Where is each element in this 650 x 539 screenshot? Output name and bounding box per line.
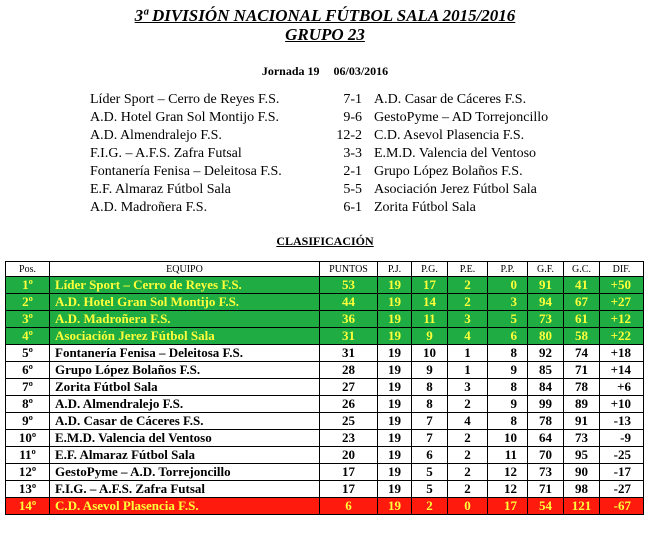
standing-lost: 8: [488, 345, 528, 362]
standing-goals-for: 73: [528, 311, 564, 328]
standings-row: [6, 379, 644, 396]
result-score: 7-1: [343, 92, 362, 107]
standing-drawn: 3: [448, 311, 488, 328]
standing-goals-against: 78: [564, 379, 600, 396]
standing-points: 20: [320, 447, 378, 464]
standings-row: [6, 277, 644, 294]
standing-won: 2: [412, 498, 448, 515]
standing-points: 53: [320, 277, 378, 294]
standing-played: 19: [378, 413, 412, 430]
result-away-team: C.D. Asevol Plasencia F.S.: [374, 128, 525, 143]
standings-row: [6, 362, 644, 379]
standing-won: 9: [412, 362, 448, 379]
standing-points: 17: [320, 464, 378, 481]
standing-lost: 6: [488, 328, 528, 345]
standing-team: Fontanería Fenisa – Deleitosa F.S.: [50, 345, 320, 362]
matchday-heading: [0, 64, 650, 79]
standing-drawn: 2: [448, 396, 488, 413]
standing-played: 19: [378, 498, 412, 515]
standing-drawn: 1: [448, 345, 488, 362]
header-played: P.J.: [378, 262, 412, 277]
standing-team: A.D. Almendralejo F.S.: [50, 396, 320, 413]
standing-goal-diff: -9: [600, 430, 644, 447]
result-home-team: A.D. Almendralejo F.S.: [90, 128, 222, 143]
result-score: 3-3: [343, 146, 362, 161]
standing-won: 10: [412, 345, 448, 362]
standing-goals-for: 64: [528, 430, 564, 447]
standings-row: [6, 481, 644, 498]
standing-played: 19: [378, 464, 412, 481]
standing-points: 36: [320, 311, 378, 328]
group-title: GRUPO 23: [285, 25, 365, 44]
standing-goal-diff: +10: [600, 396, 644, 413]
standing-goals-for: 99: [528, 396, 564, 413]
standing-goal-diff: +14: [600, 362, 644, 379]
standing-played: 19: [378, 430, 412, 447]
standing-drawn: 2: [448, 277, 488, 294]
result-row: [90, 145, 584, 163]
standing-played: 19: [378, 345, 412, 362]
standing-goal-diff: -27: [600, 481, 644, 498]
standing-drawn: 2: [448, 464, 488, 481]
header-team: EQUIPO: [50, 262, 320, 277]
header-goals-for: G.F.: [528, 262, 564, 277]
standing-team: C.D. Asevol Plasencia F.S.: [50, 498, 320, 515]
result-row: [90, 127, 584, 145]
standing-won: 5: [412, 464, 448, 481]
standing-points: 44: [320, 294, 378, 311]
result-row: [90, 163, 584, 181]
standing-lost: 8: [488, 379, 528, 396]
standing-points: 28: [320, 362, 378, 379]
standing-lost: 8: [488, 413, 528, 430]
standing-pos: 3º: [6, 311, 50, 328]
standing-pos: 9º: [6, 413, 50, 430]
standing-goal-diff: +18: [600, 345, 644, 362]
result-row: [90, 181, 584, 199]
result-away-team: Asociación Jerez Fútbol Sala: [374, 182, 537, 197]
standing-goals-for: 85: [528, 362, 564, 379]
standing-played: 19: [378, 447, 412, 464]
standing-lost: 12: [488, 481, 528, 498]
standing-goals-against: 74: [564, 345, 600, 362]
standing-pos: 8º: [6, 396, 50, 413]
standing-goals-for: 70: [528, 447, 564, 464]
standing-goals-against: 121: [564, 498, 600, 515]
standing-goals-for: 54: [528, 498, 564, 515]
standing-team: Líder Sport – Cerro de Reyes F.S.: [50, 277, 320, 294]
standing-points: 31: [320, 328, 378, 345]
standings-row: [6, 328, 644, 345]
page-title: 3ª DIVISIÓN NACIONAL FÚTBOL SALA 2015/2016: [134, 6, 516, 25]
standing-goals-for: 91: [528, 277, 564, 294]
result-score: 9-6: [343, 110, 362, 125]
header-points: PUNTOS: [320, 262, 378, 277]
standing-team: E.F. Almaraz Fútbol Sala: [50, 447, 320, 464]
standing-played: 19: [378, 396, 412, 413]
standing-points: 26: [320, 396, 378, 413]
standing-goals-for: 78: [528, 413, 564, 430]
standing-points: 17: [320, 481, 378, 498]
standing-lost: 10: [488, 430, 528, 447]
standing-goals-against: 71: [564, 362, 600, 379]
standing-points: 23: [320, 430, 378, 447]
standing-goals-for: 73: [528, 464, 564, 481]
standings-row: [6, 430, 644, 447]
standing-goals-against: 41: [564, 277, 600, 294]
header-goal-diff: DIF.: [600, 262, 644, 277]
header-pos: Pos.: [6, 262, 50, 277]
standing-pos: 6º: [6, 362, 50, 379]
standing-goals-for: 94: [528, 294, 564, 311]
standing-team: A.D. Madroñera F.S.: [50, 311, 320, 328]
standing-goal-diff: -25: [600, 447, 644, 464]
standing-team: Zorita Fútbol Sala: [50, 379, 320, 396]
standing-pos: 14º: [6, 498, 50, 515]
result-away-team: E.M.D. Valencia del Ventoso: [374, 146, 537, 161]
standing-goal-diff: -13: [600, 413, 644, 430]
standing-team: Grupo López Bolaños F.S.: [50, 362, 320, 379]
standing-lost: 11: [488, 447, 528, 464]
standing-won: 8: [412, 379, 448, 396]
standing-won: 17: [412, 277, 448, 294]
standing-points: 31: [320, 345, 378, 362]
standing-pos: 12º: [6, 464, 50, 481]
header-lost: P.P.: [488, 262, 528, 277]
result-home-team: A.D. Madroñera F.S.: [90, 200, 208, 215]
result-score: 5-5: [343, 182, 362, 197]
result-row: [90, 109, 584, 127]
standing-team: GestoPyme – A.D. Torrejoncillo: [50, 464, 320, 481]
standing-goals-for: 92: [528, 345, 564, 362]
standing-team: F.I.G. – A.F.S. Zafra Futsal: [50, 481, 320, 498]
standing-goals-against: 58: [564, 328, 600, 345]
standings-row: [6, 464, 644, 481]
standing-goals-against: 61: [564, 311, 600, 328]
standing-won: 7: [412, 413, 448, 430]
standing-pos: 1º: [6, 277, 50, 294]
standings-row: [6, 413, 644, 430]
standing-lost: 9: [488, 396, 528, 413]
standing-goals-against: 89: [564, 396, 600, 413]
standing-drawn: 1: [448, 362, 488, 379]
standing-team: Asociación Jerez Fútbol Sala: [50, 328, 320, 345]
standings-header-row: [6, 262, 644, 277]
standing-team: E.M.D. Valencia del Ventoso: [50, 430, 320, 447]
standing-goals-for: 84: [528, 379, 564, 396]
standing-goal-diff: +12: [600, 311, 644, 328]
standing-goal-diff: +27: [600, 294, 644, 311]
standing-played: 19: [378, 362, 412, 379]
result-away-team: A.D. Casar de Cáceres F.S.: [374, 92, 527, 107]
result-score: 6-1: [343, 200, 362, 215]
standing-pos: 5º: [6, 345, 50, 362]
result-score: 12-2: [336, 128, 362, 143]
standing-drawn: 2: [448, 430, 488, 447]
standing-lost: 17: [488, 498, 528, 515]
standing-drawn: 2: [448, 447, 488, 464]
standing-won: 5: [412, 481, 448, 498]
standings-row: [6, 345, 644, 362]
standing-goal-diff: +6: [600, 379, 644, 396]
standing-won: 11: [412, 311, 448, 328]
standing-drawn: 2: [448, 294, 488, 311]
standings-row: [6, 311, 644, 328]
standing-pos: 7º: [6, 379, 50, 396]
standing-points: 27: [320, 379, 378, 396]
result-home-team: Líder Sport – Cerro de Reyes F.S.: [90, 92, 280, 107]
result-home-team: F.I.G. – A.F.S. Zafra Futsal: [90, 146, 242, 161]
standing-team: A.D. Hotel Gran Sol Montijo F.S.: [50, 294, 320, 311]
standing-goals-for: 80: [528, 328, 564, 345]
standing-goals-for: 71: [528, 481, 564, 498]
standing-team: A.D. Casar de Cáceres F.S.: [50, 413, 320, 430]
standing-played: 19: [378, 328, 412, 345]
standings-row: [6, 396, 644, 413]
header-drawn: P.E.: [448, 262, 488, 277]
standing-lost: 3: [488, 294, 528, 311]
standing-drawn: 4: [448, 328, 488, 345]
result-away-team: GestoPyme – AD Torrejoncillo: [374, 110, 549, 125]
standing-played: 19: [378, 277, 412, 294]
header-won: P.G.: [412, 262, 448, 277]
standings-row: [6, 498, 644, 515]
standing-played: 19: [378, 294, 412, 311]
standing-won: 7: [412, 430, 448, 447]
standing-pos: 10º: [6, 430, 50, 447]
result-away-team: Zorita Fútbol Sala: [374, 200, 476, 215]
standing-goals-against: 90: [564, 464, 600, 481]
standing-drawn: 4: [448, 413, 488, 430]
standing-lost: 0: [488, 277, 528, 294]
standing-lost: 12: [488, 464, 528, 481]
standing-drawn: 0: [448, 498, 488, 515]
results-list: [90, 91, 584, 217]
standing-goal-diff: +50: [600, 277, 644, 294]
standing-goals-against: 95: [564, 447, 600, 464]
standing-drawn: 3: [448, 379, 488, 396]
standing-played: 19: [378, 481, 412, 498]
standing-lost: 9: [488, 362, 528, 379]
result-away-team: Grupo López Bolaños F.S.: [374, 164, 523, 179]
header-goals-against: G.C.: [564, 262, 600, 277]
standing-won: 9: [412, 328, 448, 345]
standing-pos: 11º: [6, 447, 50, 464]
standing-goals-against: 73: [564, 430, 600, 447]
result-home-team: A.D. Hotel Gran Sol Montijo F.S.: [90, 110, 280, 125]
result-row: [90, 91, 584, 109]
standing-goal-diff: +22: [600, 328, 644, 345]
standing-points: 25: [320, 413, 378, 430]
standing-goals-against: 67: [564, 294, 600, 311]
standing-goal-diff: -67: [600, 498, 644, 515]
standing-pos: 13º: [6, 481, 50, 498]
matchday-date: 06/03/2016: [333, 64, 389, 78]
result-score: 2-1: [343, 164, 362, 179]
standing-points: 6: [320, 498, 378, 515]
standings-table: [5, 261, 644, 515]
standing-won: 8: [412, 396, 448, 413]
result-home-team: Fontanería Fenisa – Deleitosa F.S.: [90, 164, 282, 179]
standing-pos: 2º: [6, 294, 50, 311]
matchday-label: Jornada 19: [261, 64, 320, 78]
standings-row: [6, 294, 644, 311]
standing-played: 19: [378, 311, 412, 328]
standing-drawn: 2: [448, 481, 488, 498]
result-row: [90, 199, 584, 217]
standing-played: 19: [378, 379, 412, 396]
standing-won: 14: [412, 294, 448, 311]
standing-pos: 4º: [6, 328, 50, 345]
standings-row: [6, 447, 644, 464]
standing-won: 6: [412, 447, 448, 464]
standing-goals-against: 91: [564, 413, 600, 430]
result-home-team: E.F. Almaraz Fútbol Sala: [90, 182, 231, 197]
standings-title: CLASIFICACIÓN: [276, 234, 374, 248]
standing-lost: 5: [488, 311, 528, 328]
standing-goals-against: 98: [564, 481, 600, 498]
standing-goal-diff: -17: [600, 464, 644, 481]
